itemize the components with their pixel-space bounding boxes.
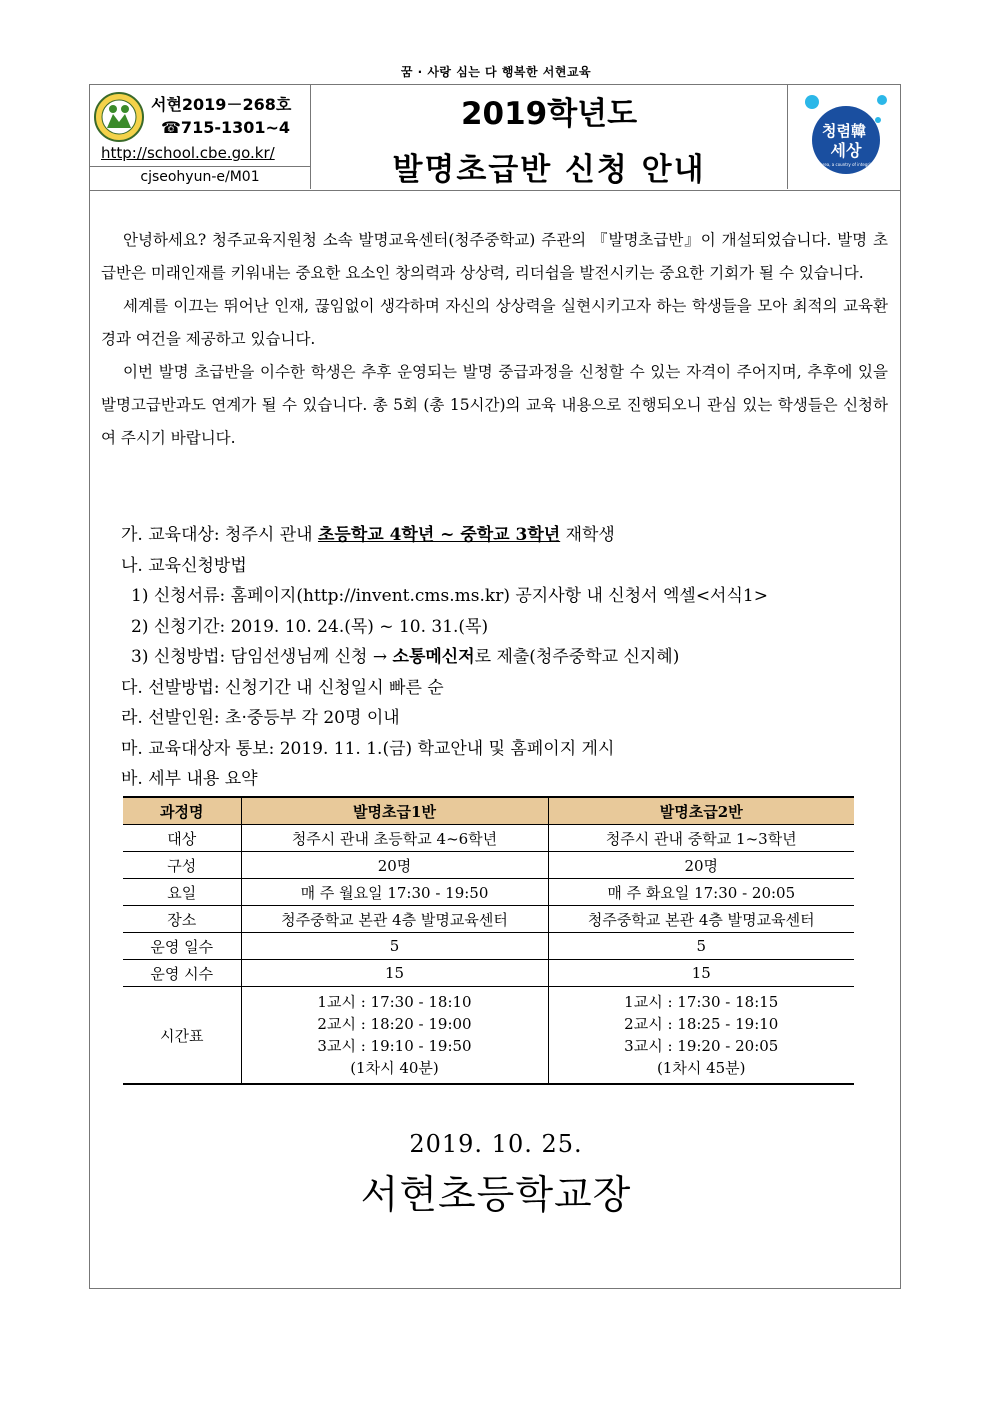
school-motto: 꿈 · 사랑 심는 다 행복한 서현교육	[400, 65, 592, 79]
school-seal-icon	[94, 92, 144, 142]
document-code: cjseohyun-e/M01	[89, 166, 311, 185]
list-item-apply-way: 3) 신청방법: 담임선생님께 신청 → 소통메신저로 제출(청주중학교 신지혜)	[131, 647, 680, 667]
table-row: 운영 시수 15 15	[123, 960, 854, 987]
intro-text	[101, 224, 888, 455]
list-item-quota: 라. 선발인원: 초·중등부 각 20명 이내	[121, 708, 400, 728]
table-row: 구성 20명 20명	[123, 852, 854, 879]
table-header-row	[123, 797, 854, 825]
list-item-method: 나. 교육신청방법	[121, 555, 247, 576]
list-item-selection: 다. 선발방법: 신청기간 내 신청일시 빠른 순	[121, 677, 444, 698]
issue-date: 2019. 10. 25.	[409, 1130, 583, 1158]
list-item-notice: 마. 교육대상자 통보: 2019. 11. 1.(금) 학교안내 및 홈페이지 게시	[121, 738, 615, 759]
document-number: 서현2019－268호	[151, 95, 292, 114]
schedule-class-2: 1교시 : 17:30 - 18:15 2교시 : 18:25 - 19:10 3교시 : 19:20 - 20:05 (1차시 45분)	[548, 987, 854, 1085]
intro-paragraph-2: 세계를 이끄는 뛰어난 인재, 끊임없이 생각하며 자신의 상상력을 실현시키고자 하는 학생들을 모아 최적의 교육환경과 여건을 제공하고 있습니다.	[101, 297, 888, 348]
document-header	[89, 84, 901, 191]
phone-number: ☎715-1301~4	[161, 118, 291, 137]
logo-caption: Korea, a country of integrity	[817, 162, 875, 167]
list-item-documents: 1) 신청서류: 홈페이지(http://invent.cms.ms.kr) 공지사항 내 신청서 엑셀<서식1>	[131, 586, 768, 606]
intro-paragraph-3: 이번 발명 초급반을 이수한 학생은 추후 운영되는 발명 중급과정을 신청할 수 있는 자격이 주어지며, 추후에 있을 발명고급반과도 연계가 될 수 있습니다. 총 5회 (총 15시간)의 교육 내용으로 진행되오니 관심 있는 학생들은 신청하여 주시기 바랍니다.	[101, 363, 888, 447]
target-grade-range: 초등학교 4학년 ~ 중학교 3학년	[317, 525, 561, 545]
logo-text-top: 청렴韓	[822, 122, 866, 140]
page-title: 발명초급반 신청 안내	[392, 152, 706, 188]
info-list	[121, 520, 881, 795]
school-url-link[interactable]: http://school.cbe.go.kr/	[101, 144, 275, 162]
list-item-target: 가. 교육대상: 청주시 관내 초등학교 4학년 ~ 중학교 3학년 재학생	[121, 525, 615, 545]
course-summary-table	[123, 796, 854, 1085]
table-row: 장소 청주중학교 본관 4층 발명교육센터 청주중학교 본관 4층 발명교육센터	[123, 906, 854, 933]
integrity-logo-icon	[800, 90, 890, 182]
table-row: 요일 매 주 월요일 17:30 - 19:50 매 주 화요일 17:30 - 20:05	[123, 879, 854, 906]
schedule-label: 시간표	[123, 987, 241, 1085]
logo-text-bottom: 세상	[830, 141, 862, 160]
intro-paragraph-1: 안녕하세요? 청주교육지원청 소속 발명교육센터(청주중학교) 주관의 『발명초급반』이 개설되었습니다. 발명 초급반은 미래인재를 키워내는 중요한 요소인 창의력과 상상력, 리더쉽을 발전시키는 중요한 기회가 될 수 있습니다.	[101, 231, 888, 282]
header-logo-cell	[787, 84, 901, 189]
title-year: 2019학년도	[460, 96, 638, 132]
table-row: 대상 청주시 관내 초등학교 4~6학년 청주시 관내 중학교 1~3학년	[123, 825, 854, 852]
table-row: 운영 일수 5 5	[123, 933, 854, 960]
schedule-class-1: 1교시 : 17:30 - 18:10 2교시 : 18:20 - 19:00 3교시 : 19:10 - 19:50 (1차시 40분)	[241, 987, 548, 1085]
table-header-cell: 발명초급2반	[548, 797, 854, 825]
header-info-cell	[89, 84, 311, 189]
table-header-cell: 과정명	[123, 797, 241, 825]
list-item-period: 2) 신청기간: 2019. 10. 24.(목) ~ 10. 31.(목)	[131, 616, 489, 637]
table-row-schedule	[123, 987, 854, 1085]
list-item-summary: 바. 세부 내용 요약	[121, 769, 258, 789]
signer-name: 서현초등학교장	[360, 1173, 632, 1218]
table-header-cell: 발명초급1반	[241, 797, 548, 825]
